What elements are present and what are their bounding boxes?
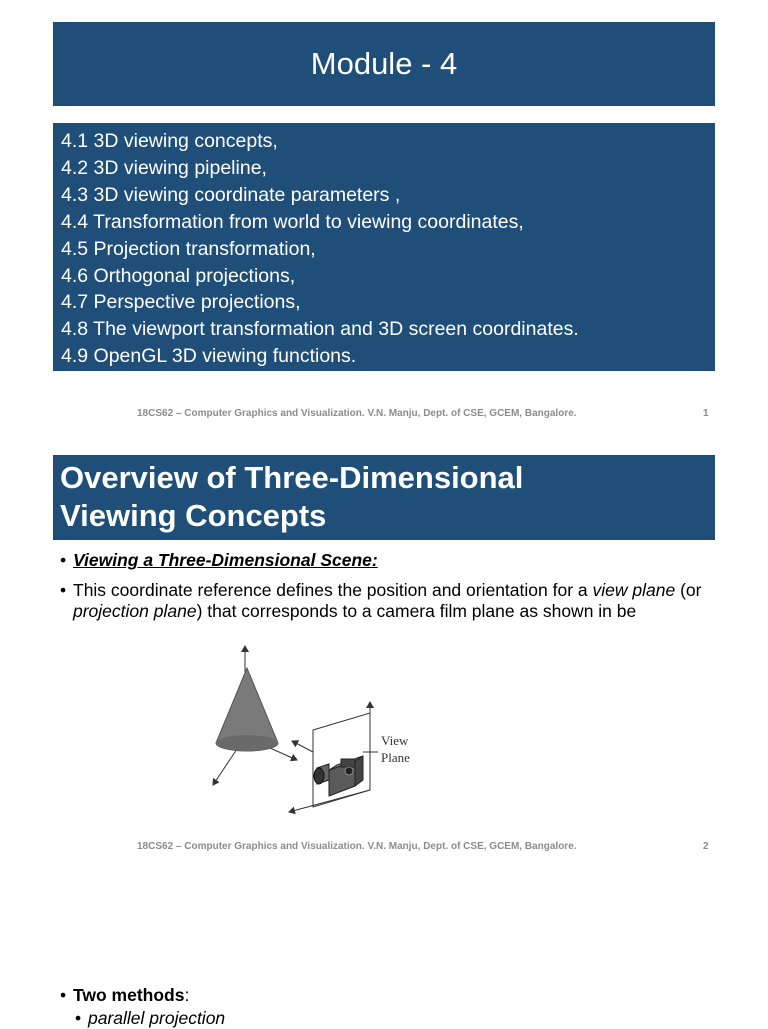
desc-part: (or <box>675 580 702 600</box>
bullet-dot: • <box>75 1008 82 1028</box>
camera-icon <box>314 756 363 796</box>
sub-bullet-text: parallel projection <box>88 1008 226 1028</box>
page-number: 1 <box>703 408 709 419</box>
slide1-topic-list <box>53 123 715 371</box>
topic-item: 4.5 Projection transformation, <box>61 237 316 260</box>
footer-text: 18CS62 – Computer Graphics and Visualization. V.N. Manju, Dept. of CSE, GCEM, Bangalore. <box>137 408 577 419</box>
bullet-dot: • <box>60 985 67 1005</box>
desc-part: ) that corresponds to a camera film plane as shown in be <box>196 600 637 621</box>
topic-item: 4.3 3D viewing coordinate parameters , <box>61 183 401 206</box>
slide1-title-text: Module - 4 <box>310 46 458 81</box>
topic-item: 4.6 Orthogonal projections, <box>61 264 296 287</box>
bullet-dot: • <box>60 580 67 600</box>
topic-item: 4.8 The viewport transformation and 3D screen coordinates. <box>61 318 579 341</box>
bullet-description-text <box>73 580 703 621</box>
view-plane-shape <box>289 702 378 812</box>
methods-text <box>73 985 189 1006</box>
camera-axis-line <box>292 741 313 752</box>
figure-label-view: View <box>381 733 409 748</box>
slide2-title-line1: Overview of Three-Dimensional <box>60 460 524 495</box>
methods-colon: : <box>184 985 190 1005</box>
desc-part: This coordinate reference defines the position and orientation for a <box>73 580 593 600</box>
slide2-title-line2: Viewing Concepts <box>60 498 327 533</box>
bullet-dot: • <box>60 550 67 570</box>
page-number: 2 <box>703 841 709 852</box>
topic-item: 4.7 Perspective projections, <box>61 291 301 314</box>
view-plane-figure <box>205 640 435 820</box>
slide2-title <box>53 455 715 540</box>
topic-item: 4.2 3D viewing pipeline, <box>61 156 267 179</box>
topic-item: 4.9 OpenGL 3D viewing functions. <box>61 345 357 368</box>
desc-italic-view-plane: view plane <box>592 580 676 600</box>
topic-item: 4.1 3D viewing concepts, <box>61 130 278 152</box>
bullet-heading-text: Viewing a Three-Dimensional Scene: <box>73 550 378 570</box>
slide1-title <box>53 22 715 106</box>
cone-shape <box>216 668 278 751</box>
footer-text: 18CS62 – Computer Graphics and Visualization. V.N. Manju, Dept. of CSE, GCEM, Bangalore. <box>137 841 577 852</box>
methods-bold: Two methods <box>73 985 185 1005</box>
figure-label-plane: Plane <box>381 750 410 765</box>
topic-item: 4.4 Transformation from world to viewing coordinates, <box>61 210 524 233</box>
desc-italic-projection-plane: projection plane <box>73 600 197 621</box>
